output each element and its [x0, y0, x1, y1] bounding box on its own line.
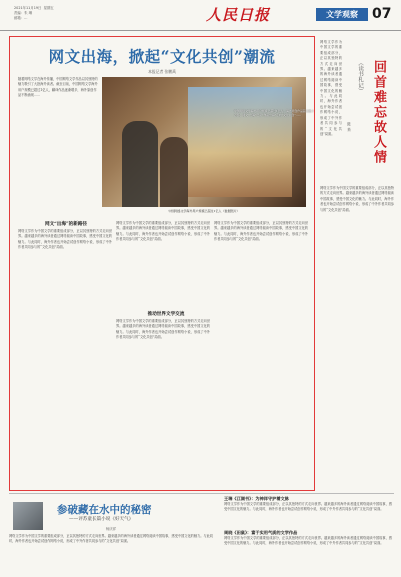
- photo-overlay-text: 中国网络文学海外用户规模已超过1亿人；海外原创作品超过数十万部；网文“出海”已从“作品出海”走向“文化共创”……: [234, 109, 315, 118]
- photo-person-1: [122, 121, 158, 207]
- feature-article: [9, 36, 315, 491]
- feature-byline: 本报记者 张鹏禹: [148, 69, 176, 74]
- subhead-2: 推动世界文学交流: [147, 312, 185, 317]
- sidebar-author: 陈 来: [347, 122, 352, 132]
- bottom-left-title[interactable]: 参破藏在水中的秘密: [57, 504, 152, 516]
- page-header: [0, 0, 401, 31]
- masthead-logo: 人民日报: [206, 6, 271, 24]
- sidebar-subtitle: （读书札记）: [357, 60, 363, 94]
- feature-lead-paragraph: 随着网络文学在海外传播，中国网络文学作品以其独特的魅力吸引了大批海外读者。截至目前，中国网络文学海外用户规模已超过1亿人，翻译作品逐渐增多，海外原创作品不断涌现……: [18, 77, 98, 98]
- bottom-left-body: 网络文学作为中国文学的重要组成部分，正以其独特的方式走向世界。越来越多的海外读者通过网络阅读中国故事，感受中国文化的魅力。与此同时，海外作者也开始尝试创作网络小说，形成了中外作者共同参与的“文化共创”局面。: [9, 534, 213, 544]
- bottom-right-column: [216, 496, 394, 574]
- bottom-left-subtitle: ——评苏童长篇小说《好天气》: [69, 517, 134, 522]
- sidebar-column-1: 网络文学作为中国文学的重要组成部分，正以其独特的方式走向世界。越来越多的海外读者通过网络阅读中国故事，感受中国文化的魅力。与此同时，海外作者也开始尝试创作网络小说，形成了中外作者共同参与的“文化共创”局面。: [320, 40, 342, 136]
- feature-column-1: 网络文学作为中国文学的重要组成部分，正以其独特的方式走向世界。越来越多的海外读者通过网络阅读中国故事，感受中国文化的魅力。与此同时，海外作者也开始尝试创作网络小说，形成了中外作者共同参与的“文化共创”局面。: [18, 229, 112, 250]
- section-label: 文学观察: [316, 8, 368, 21]
- sidebar-article: [320, 36, 394, 491]
- bottom-right-body-1: 网络文学作为中国文学的重要组成部分，正以其独特的方式走向世界。越来越多的海外读者通过网络阅读中国故事，感受中国文化的魅力。与此同时，海外作者也开始尝试创作网络小说，形成了中外作者共同参与的“文化共创”局面。: [224, 502, 392, 512]
- feature-column-3: 网络文学作为中国文学的重要组成部分，正以其独特的方式走向世界。越来越多的海外读者通过网络阅读中国故事，感受中国文化的魅力。与此同时，海外作者也开始尝试创作网络小说，形成了中外作者共同参与的“文化共创”局面。: [116, 319, 210, 340]
- feature-column-4: 网络文学作为中国文学的重要组成部分，正以其独特的方式走向世界。越来越多的海外读者通过网络阅读中国故事，感受中国文化的魅力。与此同时，海外作者也开始尝试创作网络小说，形成了中外作者共同参与的“文化共创”局面。: [214, 221, 308, 242]
- photo-screen: [188, 87, 292, 197]
- page-number: 07: [372, 6, 392, 22]
- bottom-right-body-2: 网络文学作为中国文学的重要组成部分，正以其独特的方式走向世界。越来越多的海外读者通过网络阅读中国故事，感受中国文化的魅力。与此同时，海外作者也开始尝试创作网络小说，形成了中外作者共同参与的“文化共创”局面。: [224, 536, 392, 546]
- bottom-right-headline-2[interactable]: 周晓《田鼠》：富于实用气质的文学作品: [224, 530, 298, 535]
- photo-caption: 中国网络文学海外用户规模已超过1亿人（数据图片）: [168, 209, 240, 213]
- bottom-right-headline-1[interactable]: 王瑞《江湖书》：为神祥守护着文脉: [224, 496, 289, 501]
- feature-headline[interactable]: 网文出海，掀起“文化共创”潮流: [48, 47, 276, 66]
- feature-photo: [102, 77, 315, 207]
- horizontal-divider: [9, 493, 394, 494]
- bottom-left-article: [9, 496, 213, 574]
- feature-column-2: 网络文学作为中国文学的重要组成部分，正以其独特的方式走向世界。越来越多的海外读者通过网络阅读中国故事，感受中国文化的魅力。与此同时，海外作者也开始尝试创作网络小说，形成了中外作者共同参与的“文化共创”局面。: [116, 221, 210, 242]
- bottom-left-author: 杨庆祥: [105, 527, 117, 531]
- sidebar-title[interactable]: 回首难忘故人情: [371, 60, 386, 165]
- sidebar-column-2: 网络文学作为中国文学的重要组成部分，正以其独特的方式走向世界。越来越多的海外读者通过网络阅读中国故事，感受中国文化的魅力。与此同时，海外作者也开始尝试创作网络小说，形成了中外作者共同参与的“文化共创”局面。: [320, 186, 394, 212]
- issue-meta: 2021年11月19日 星期五 责编：朱 琳 邮箱：...: [14, 6, 54, 20]
- photo-person-2: [160, 137, 188, 207]
- subhead-1: 网文“出海”的新路径: [44, 222, 88, 227]
